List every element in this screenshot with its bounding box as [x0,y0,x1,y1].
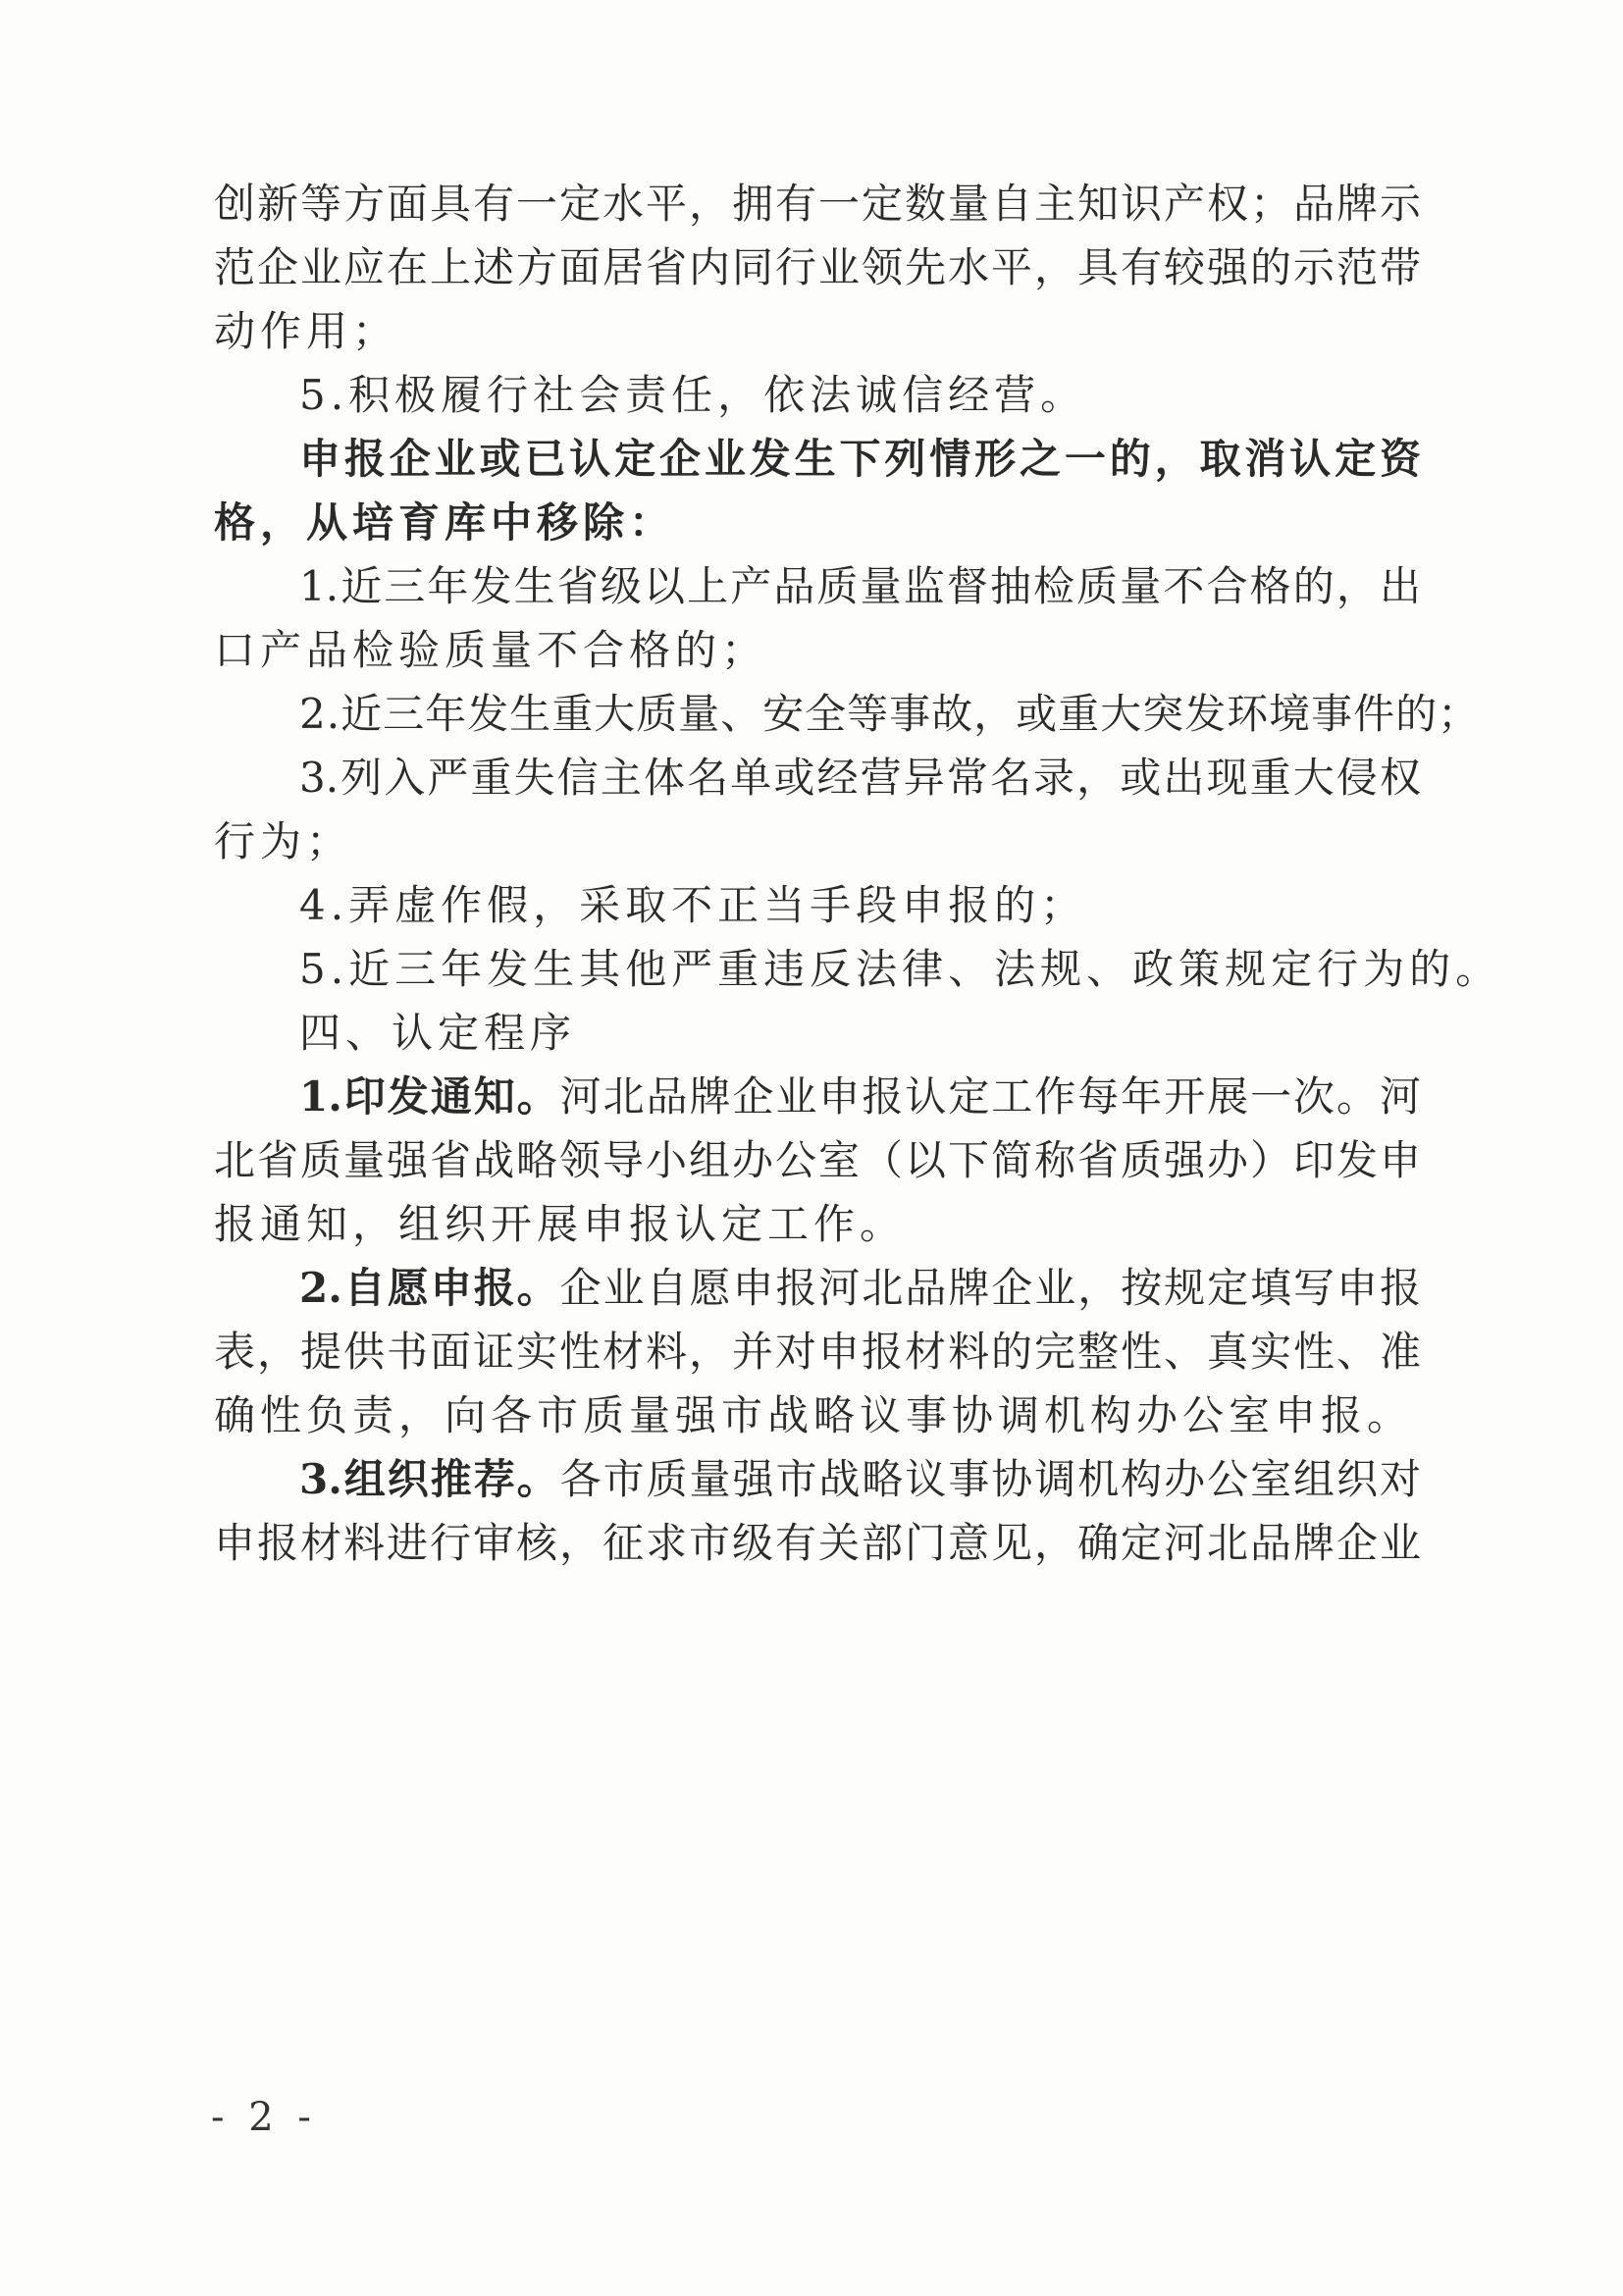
procedure-step-1 [299,1068,1421,1126]
paragraph-line: 确性负责，向各市质量强市战略议事协调机构办公室申报。 [214,1391,1414,1439]
procedure-step-text: 河北品牌企业申报认定工作每年开展一次。河 [559,1072,1421,1121]
disqualification-item-5: 5.近三年发生其他严重违反法律、法规、政策规定行为的。 [299,945,1502,993]
procedure-step-title: 3.组织推荐。 [299,1455,560,1503]
disqualification-item-1: 1.近三年发生省级以上产品质量监督抽检质量不合格的，出 [299,562,1421,610]
page-number: - 2 - [211,2095,317,2140]
paragraph-line: 口产品检验质量不合格的； [214,626,768,674]
disqualification-heading-cont: 格，从培育库中移除： [214,498,676,547]
paragraph-line: 报通知，组织开展申报认定工作。 [214,1200,907,1248]
disqualification-item-3: 3.列入严重失信主体名单或经营异常名录，或出现重大侵权 [299,754,1421,802]
procedure-step-text: 各市质量强市战略议事协调机构办公室组织对 [559,1455,1421,1503]
procedure-step-text: 企业自愿申报河北品牌企业，按规定填写申报 [559,1264,1421,1312]
procedure-step-title: 1.印发通知。 [299,1072,560,1121]
paragraph-line: 申报材料进行审核，征求市级有关部门意见，确定河北品牌企业 [214,1519,1421,1567]
disqualification-item-4: 4.弄虚作假，采取不正当手段申报的； [299,881,1087,929]
section-heading: 四、认定程序 [299,1009,577,1057]
paragraph-line: 创新等方面具有一定水平，拥有一定数量自主知识产权；品牌示 [214,180,1421,228]
paragraph-line: 北省质量强省战略领导小组办公室（以下简称省质强办）印发申 [214,1136,1421,1184]
paragraph-line: 表，提供书面证实性材料，并对申报材料的完整性、真实性、准 [214,1328,1421,1376]
procedure-step-2 [299,1259,1421,1318]
paragraph-line: 动作用； [214,307,399,355]
procedure-step-title: 2.自愿申报。 [299,1264,560,1312]
paragraph-line: 行为； [214,817,353,865]
procedure-step-3 [299,1450,1421,1509]
disqualification-heading: 申报企业或已认定企业发生下列情形之一的，取消认定资 [299,435,1421,483]
paragraph-line: 范企业应在上述方面居省内同行业领先水平，具有较强的示范带 [214,243,1421,291]
criterion-item-5: 5.积极履行社会责任，依法诚信经营。 [299,371,1087,419]
disqualification-item-2: 2.近三年发生重大质量、安全等事故，或重大突发环境事件的； [299,690,1481,738]
